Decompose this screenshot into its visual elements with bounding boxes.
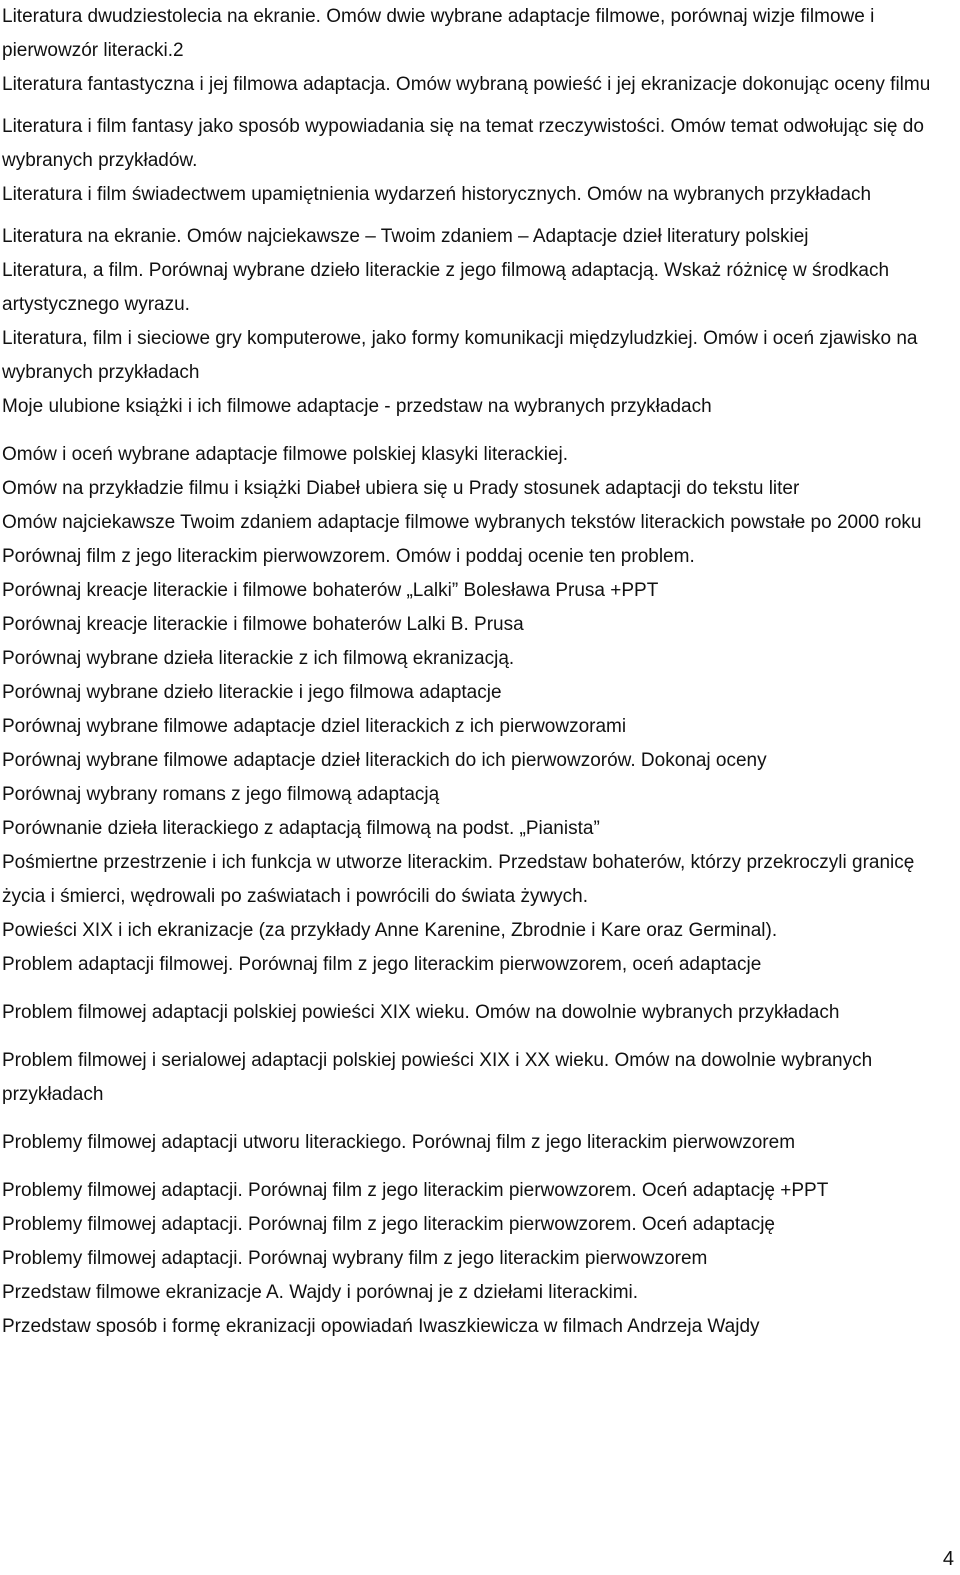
topic-item: Problemy filmowej adaptacji. Porównaj wybrany film z jego literackim pierwowzorem	[2, 1248, 708, 1269]
topic-item: Porównaj wybrany romans z jego filmową adaptacją	[2, 784, 440, 805]
topic-item: Powieści XIX i ich ekranizacje (za przykłady Anne Karenine, Zbrodnie i Kare oraz Germinal).	[2, 920, 778, 941]
topic-item: Literatura fantastyczna i jej filmowa adaptacja. Omów wybraną powieść i jej ekranizacje dokonując oceny filmu	[2, 74, 931, 95]
topic-item: Porównaj film z jego literackim pierwowzorem. Omów i poddaj ocenie ten problem.	[2, 546, 695, 567]
topic-item: Porównanie dzieła literackiego z adaptacją filmową na podst. „Pianista”	[2, 818, 600, 839]
topic-item: Pośmiertne przestrzenie i ich funkcja w utworze literackim. Przedstaw bohaterów, którzy przekroczyli granicę życia i śmierci, wędrowali po zaświatach i powrócili do świata żywych.	[2, 852, 915, 907]
topic-item: Problemy filmowej adaptacji. Porównaj film z jego literackim pierwowzorem. Oceń adaptację	[2, 1214, 775, 1235]
topic-item: Problem filmowej adaptacji polskiej powieści XIX wieku. Omów na dowolnie wybranych przykładach	[2, 1002, 840, 1023]
topic-item: Porównaj wybrane filmowe adaptacje dzieł literackich do ich pierwowzorów. Dokonaj oceny	[2, 750, 767, 771]
topic-item: Literatura, film i sieciowe gry komputerowe, jako formy komunikacji międzyludzkiej. Omów i oceń zjawisko na wybranych przykładach	[2, 328, 918, 383]
topic-item: Problem adaptacji filmowej. Porównaj film z jego literackim pierwowzorem, oceń adaptacje	[2, 954, 762, 975]
topic-item: Problem filmowej i serialowej adaptacji polskiej powieści XIX i XX wieku. Omów na dowolnie wybranych przykładach	[2, 1050, 873, 1105]
topic-list	[2, 0, 952, 1344]
topic-item: Omów i oceń wybrane adaptacje filmowe polskiej klasyki literackiej.	[2, 444, 569, 465]
topic-item: Omów najciekawsze Twoim zdaniem adaptacje filmowe wybranych tekstów literackich powstałe po 2000 roku	[2, 512, 922, 533]
topic-item: Literatura na ekranie. Omów najciekawsze – Twoim zdaniem – Adaptacje dzieł literatury polskiej	[2, 226, 809, 247]
topic-item: Porównaj wybrane dzieła literackie z ich filmową ekranizacją.	[2, 648, 515, 669]
page-number: 4	[942, 1548, 954, 1570]
topic-item: Literatura dwudziestolecia na ekranie. Omów dwie wybrane adaptacje filmowe, porównaj wizje filmowe i pierwowzór literacki.2	[2, 6, 875, 61]
topic-item: Literatura i film fantasy jako sposób wypowiadania się na temat rzeczywistości. Omów temat odwołując się do wybranych przykładów.	[2, 116, 924, 171]
topic-item: Moje ulubione książki i ich filmowe adaptacje - przedstaw na wybranych przykładach	[2, 396, 712, 417]
topic-item: Literatura, a film. Porównaj wybrane dzieło literackie z jego filmową adaptacją. Wskaż różnicę w środkach artystycznego wyrazu.	[2, 260, 890, 315]
topic-item: Problemy filmowej adaptacji. Porównaj film z jego literackim pierwowzorem. Oceń adaptację +PPT	[2, 1180, 829, 1201]
topic-item: Omów na przykładzie filmu i książki Diabeł ubiera się u Prady stosunek adaptacji do tekstu liter	[2, 478, 800, 499]
topic-item: Porównaj wybrane dzieło literackie i jego filmowa adaptacje	[2, 682, 502, 703]
topic-item: Porównaj kreacje literackie i filmowe bohaterów „Lalki” Bolesława Prusa +PPT	[2, 580, 659, 601]
topic-item: Literatura i film świadectwem upamiętnienia wydarzeń historycznych. Omów na wybranych przykładach	[2, 184, 872, 205]
topic-item: Problemy filmowej adaptacji utworu literackiego. Porównaj film z jego literackim pierwowzorem	[2, 1132, 796, 1153]
topic-item: Przedstaw sposób i formę ekranizacji opowiadań Iwaszkiewicza w filmach Andrzeja Wajdy	[2, 1316, 760, 1337]
topic-item: Porównaj kreacje literackie i filmowe bohaterów Lalki B. Prusa	[2, 614, 524, 635]
topic-item: Przedstaw filmowe ekranizacje A. Wajdy i porównaj je z dziełami literackimi.	[2, 1282, 639, 1303]
topic-item: Porównaj wybrane filmowe adaptacje dziel literackich z ich pierwowzorami	[2, 716, 627, 737]
